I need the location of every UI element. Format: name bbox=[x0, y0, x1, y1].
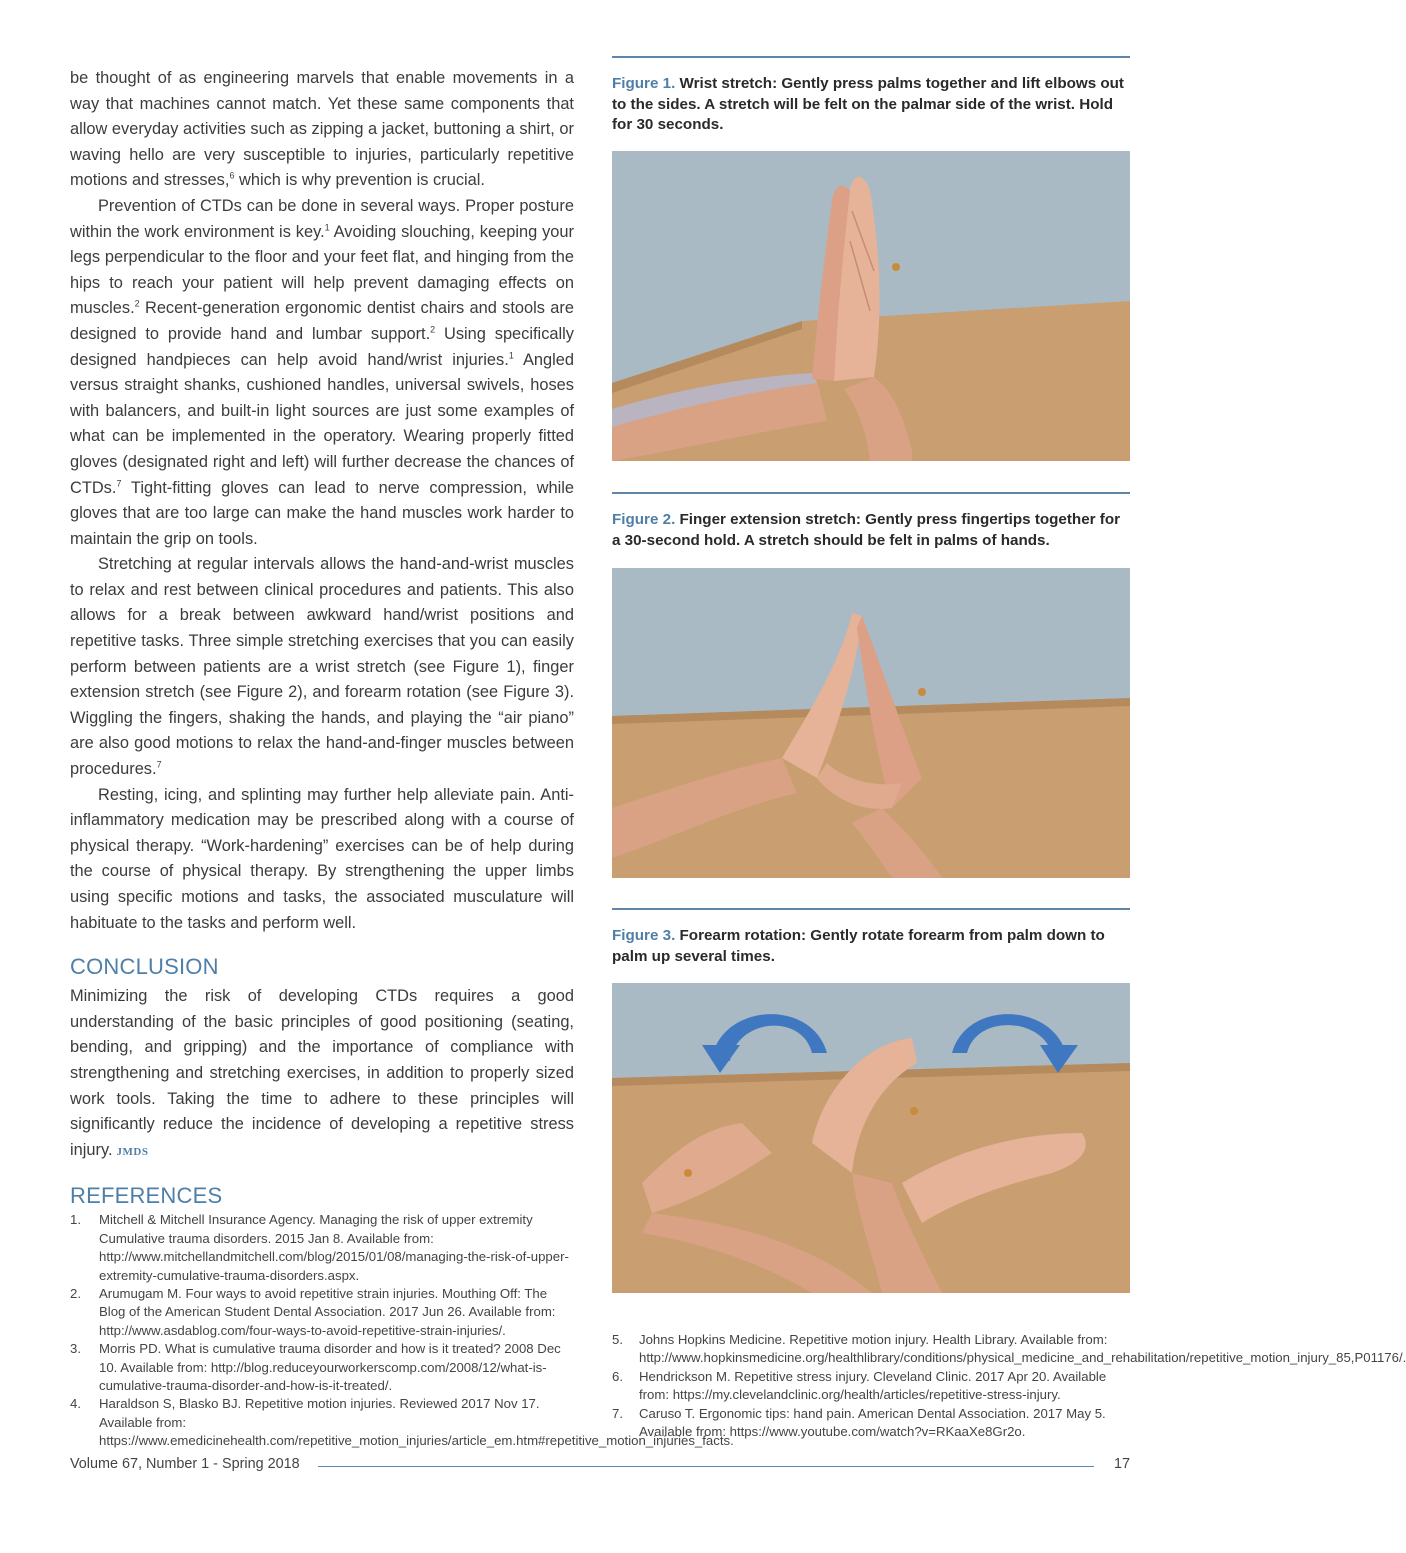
jmds-logo: JMDS bbox=[116, 1145, 149, 1158]
references-list-right bbox=[612, 1331, 1406, 1441]
figure-divider bbox=[612, 908, 1130, 910]
figure-3-photo bbox=[612, 983, 1130, 1293]
reference-item: 5. Johns Hopkins Medicine. Repetitive motion injury. Health Library. Available from: http://www.hopkinsmedicine.org/healthlibrary/conditions/physical_medicine_and_rehabilitation/repetitive_motion_injury_85,P01176/. bbox=[612, 1332, 1406, 1366]
figure-2-photo bbox=[612, 568, 1130, 878]
references-heading: REFERENCES bbox=[70, 1183, 223, 1209]
paragraph-4: Resting, icing, and splinting may further help alleviate pain. Anti-inflammatory medication may be prescribed along with a course of physical therapy. “Work-hardening” exercises can be of help during the course of physical therapy. By strengthening the upper limbs using specific motions and tasks, the associated musculature will habituate to the tasks and perform well. bbox=[70, 785, 574, 932]
figure-2-caption: Figure 2. Finger extension stretch: Gently press fingertips together for a 30-second hold. A stretch should be felt in palms of hands. bbox=[612, 511, 1121, 549]
conclusion-heading: CONCLUSION bbox=[70, 954, 219, 980]
figure-3-caption: Figure 3. Forearm rotation: Gently rotate forearm from palm down to palm up several times. bbox=[612, 927, 1105, 965]
figure-2 bbox=[612, 492, 1130, 551]
figure-1-caption: Figure 1. Wrist stretch: Gently press palms together and lift elbows out to the sides. A stretch will be felt on the palmar side of the wrist. Hold for 30 seconds. bbox=[612, 75, 1124, 134]
figure-divider bbox=[612, 56, 1130, 58]
paragraph-2: Prevention of CTDs can be done in several ways. Proper posture within the work environment is key.$^1$ Avoiding slouching, keeping your legs perpendicular to the floor and your feet flat, and hinging from the hips to reach your patient will help prevent damaging effects on muscles.$^2$ Recent-generation ergonomic dentist chairs and stools are designed to provide hand and lumbar support.$^2$ Using specifically designed handpieces can help avoid hand/wrist injuries.$^1$ Angled versus straight shanks, cushioned handles, universal swivels, hoses with balancers, and built-in light sources are just some examples of what can be implemented in the operatory. Wearing properly fitted gloves (designated right and left) will further decrease the chances of CTDs.$^7$ Tight-fitting gloves can lead to nerve compression, while gloves that are too large can make the hand muscles work harder to maintain the grip on tools. bbox=[70, 196, 574, 548]
reference-item: 4. Haraldson S, Blasko BJ. Repetitive motion injuries. Reviewed 2017 Nov 17. Available from: https://www.emedicinehealth.com/repetitive_motion_injuries/article_em.htm#repetitive_motion_injuries_facts. bbox=[70, 1396, 734, 1449]
main-text-column bbox=[70, 66, 734, 1451]
page-footer bbox=[70, 1456, 1130, 1476]
reference-item: 1. Mitchell & Mitchell Insurance Agency. Managing the risk of upper extremity Cumulative trauma disorders. 2015 Jan 8. Available from: http://www.mitchellandmitchell.com/blog/2015/01/08/managing-the-risk-of-upper-extremity-cumulative-trauma-disorders.aspx. bbox=[70, 1212, 569, 1283]
footer-rule bbox=[318, 1466, 1094, 1467]
figure-3 bbox=[612, 908, 1130, 967]
figure-divider bbox=[612, 492, 1130, 494]
page-number: 17 bbox=[1113, 1456, 1130, 1472]
reference-item: 2. Arumugam M. Four ways to avoid repetitive strain injuries. Mouthing Off: The Blog of the American Student Dental Association. 2017 Jun 26. Available from: http://www.asdablog.com/four-ways-to-avoid-repetitive-strain-injuries/. bbox=[70, 1285, 556, 1338]
finger-extension-illustration bbox=[612, 568, 1130, 878]
reference-item: 6. Hendrickson M. Repetitive stress injury. Cleveland Clinic. 2017 Apr 20. Available from: https://my.clevelandclinic.org/health/articles/repetitive-stress-injury. bbox=[612, 1368, 1107, 1403]
figure-1 bbox=[612, 56, 1130, 136]
paragraph-1: be thought of as engineering marvels that enable movements in a way that machines cannot match. Yet these same components that allow everyday activities such as zipping a jacket, buttoning a shirt, or waving hello are very susceptible to injuries, particularly repetitive motions and stresses,$^6$ which is why prevention is crucial. bbox=[70, 69, 574, 190]
reference-item: 7. Caruso T. Ergonomic tips: hand pain. American Dental Association. 2017 May 5. Available from: https://www.youtube.com/watch?v=RKaaXe8Gr2o. bbox=[612, 1405, 1106, 1440]
conclusion-text: Minimizing the risk of developing CTDs requires a good understanding of the basic principles of good positioning (seating, bending, and gripping) and the importance of compliance with strengthening and stretching exercises, in addition to properly sized work tools. Taking the time to adhere to these principles will significantly reduce the incidence of developing a repetitive stress injury. JMDS bbox=[70, 987, 574, 1159]
reference-item: 3. Morris PD. What is cumulative trauma disorder and how is it treated? 2008 Dec 10. Available from: http://blog.reduceyourworkerscomp.com/2008/12/what-is-cumulative-trauma-disorder-and-how-is-it-treated/. bbox=[70, 1341, 561, 1393]
forearm-rotation-illustration bbox=[612, 983, 1130, 1293]
volume-info: Volume 67, Number 1 - Spring 2018 bbox=[70, 1456, 300, 1472]
figure-1-photo bbox=[612, 151, 1130, 461]
paragraph-3: Stretching at regular intervals allows the hand-and-wrist muscles to relax and rest between clinical procedures and patients. This also allows for a break between awkward hand/wrist positions and repetitive tasks. Three simple stretching exercises that you can easily perform between patients are a wrist stretch (see Figure 1), finger extension stretch (see Figure 2), and forearm rotation (see Figure 3). Wiggling the fingers, shaking the hands, and playing the “air piano” are also good motions to relax the hand-and-finger muscles between procedures.$^7$ bbox=[70, 555, 574, 779]
references-column-right bbox=[612, 1331, 1406, 1441]
references-list-left bbox=[70, 1211, 734, 1450]
wrist-stretch-illustration bbox=[612, 151, 1130, 461]
